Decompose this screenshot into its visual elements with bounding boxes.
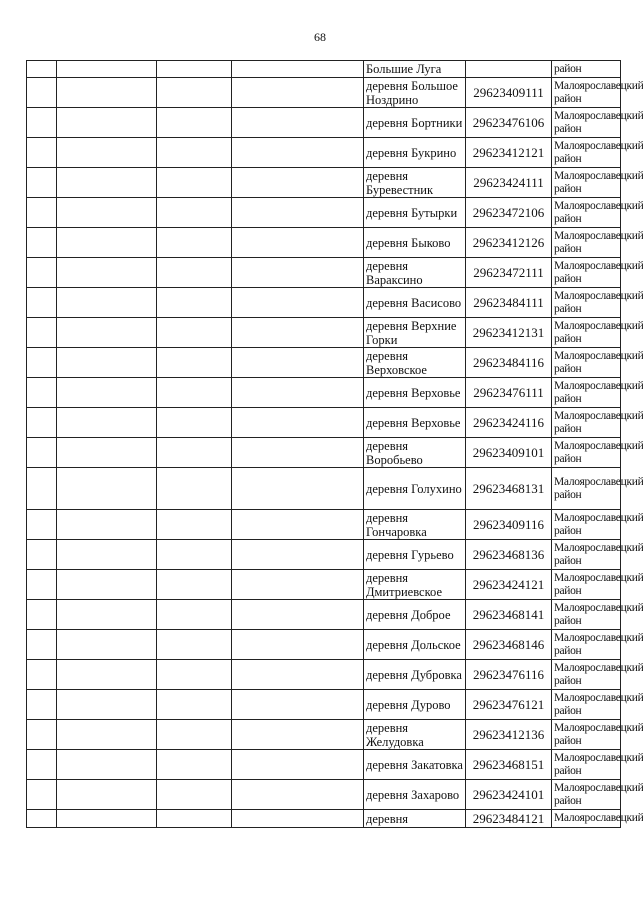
empty-cell	[57, 228, 157, 258]
oktmo-code-cell: 29623412126	[466, 228, 552, 258]
settlement-name-cell: деревня Вараксино	[364, 258, 466, 288]
district-cell: Малоярославецкий район	[552, 408, 621, 438]
table-row	[27, 630, 621, 660]
district-cell: Малоярославецкий район	[552, 660, 621, 690]
oktmo-code-cell: 29623412121	[466, 138, 552, 168]
settlement-name-cell: деревня Быково	[364, 228, 466, 258]
empty-cell	[232, 438, 364, 468]
empty-cell	[57, 570, 157, 600]
empty-cell	[27, 510, 57, 540]
district-cell: Малоярославецкий район	[552, 570, 621, 600]
oktmo-code-cell: 29623468146	[466, 630, 552, 660]
empty-cell	[27, 258, 57, 288]
district-cell: Малоярославецкий район	[552, 690, 621, 720]
empty-cell	[57, 468, 157, 510]
empty-cell	[27, 378, 57, 408]
district-cell: Малоярославецкий район	[552, 468, 621, 510]
empty-cell	[57, 540, 157, 570]
oktmo-code-cell: 29623409111	[466, 78, 552, 108]
settlement-name-cell: деревня Бортники	[364, 108, 466, 138]
district-cell: Малоярославецкий район	[552, 258, 621, 288]
settlement-name-cell: деревня Большое Ноздрино	[364, 78, 466, 108]
settlement-name-cell: Большие Луга	[364, 61, 466, 78]
settlement-name-cell: деревня Дубровка	[364, 660, 466, 690]
table-row	[27, 570, 621, 600]
empty-cell	[57, 408, 157, 438]
empty-cell	[232, 138, 364, 168]
settlement-name-cell: деревня Букрино	[364, 138, 466, 168]
empty-cell	[57, 690, 157, 720]
empty-cell	[157, 318, 232, 348]
oktmo-code-cell: 29623412131	[466, 318, 552, 348]
empty-cell	[27, 228, 57, 258]
empty-cell	[57, 78, 157, 108]
empty-cell	[157, 108, 232, 138]
district-cell: Малоярославецкий район	[552, 288, 621, 318]
district-cell: Малоярославецкий район	[552, 348, 621, 378]
settlement-name-cell: деревня Верховье	[364, 378, 466, 408]
district-cell: Малоярославецкий район	[552, 108, 621, 138]
empty-cell	[157, 228, 232, 258]
empty-cell	[57, 168, 157, 198]
empty-cell	[27, 540, 57, 570]
empty-cell	[27, 408, 57, 438]
empty-cell	[27, 780, 57, 810]
oktmo-code-cell: 29623484116	[466, 348, 552, 378]
empty-cell	[27, 348, 57, 378]
empty-cell	[27, 600, 57, 630]
district-cell: Малоярославецкий район	[552, 378, 621, 408]
district-cell: Малоярославецкий район	[552, 138, 621, 168]
empty-cell	[57, 510, 157, 540]
empty-cell	[57, 630, 157, 660]
oktmo-code-cell: 29623424116	[466, 408, 552, 438]
empty-cell	[157, 540, 232, 570]
empty-cell	[57, 600, 157, 630]
table-row	[27, 660, 621, 690]
table-row	[27, 468, 621, 510]
empty-cell	[157, 660, 232, 690]
empty-cell	[57, 750, 157, 780]
empty-cell	[27, 468, 57, 510]
empty-cell	[157, 600, 232, 630]
district-cell: Малоярославецкий район	[552, 720, 621, 750]
oktmo-code-cell: 29623476116	[466, 660, 552, 690]
empty-cell	[57, 780, 157, 810]
table-row	[27, 61, 621, 78]
district-cell: Малоярославецкий район	[552, 78, 621, 108]
district-cell: Малоярославецкий район	[552, 168, 621, 198]
table-row	[27, 108, 621, 138]
empty-cell	[232, 510, 364, 540]
empty-cell	[157, 348, 232, 378]
empty-cell	[57, 258, 157, 288]
empty-cell	[57, 438, 157, 468]
oktmo-code-cell: 29623412136	[466, 720, 552, 750]
settlement-name-cell: деревня Гончаровка	[364, 510, 466, 540]
empty-cell	[57, 378, 157, 408]
empty-cell	[27, 318, 57, 348]
empty-cell	[57, 61, 157, 78]
empty-cell	[57, 138, 157, 168]
oktmo-code-cell: 29623484111	[466, 288, 552, 318]
empty-cell	[157, 750, 232, 780]
oktmo-code-cell: 29623468141	[466, 600, 552, 630]
table-row	[27, 438, 621, 468]
table-body	[27, 61, 643, 828]
table-row	[27, 780, 621, 810]
empty-cell	[232, 600, 364, 630]
empty-cell	[27, 288, 57, 318]
empty-cell	[232, 61, 364, 78]
empty-cell	[27, 750, 57, 780]
oktmo-code-cell: 29623424101	[466, 780, 552, 810]
empty-cell	[232, 318, 364, 348]
empty-cell	[232, 660, 364, 690]
table-row	[27, 168, 621, 198]
settlement-name-cell: деревня Желудовка	[364, 720, 466, 750]
district-cell: Малоярославецкий район	[552, 510, 621, 540]
settlement-name-cell: деревня Бутырки	[364, 198, 466, 228]
table-row	[27, 78, 621, 108]
empty-cell	[27, 630, 57, 660]
empty-cell	[232, 408, 364, 438]
district-cell: Малоярославецкий район	[552, 438, 621, 468]
settlement-name-cell: деревня Закатовка	[364, 750, 466, 780]
empty-cell	[232, 630, 364, 660]
settlement-name-cell: деревня Верхние Горки	[364, 318, 466, 348]
empty-cell	[57, 108, 157, 138]
settlement-name-cell: деревня Воробьево	[364, 438, 466, 468]
empty-cell	[232, 348, 364, 378]
empty-cell	[157, 510, 232, 540]
district-cell: Малоярославецкий район	[552, 318, 621, 348]
empty-cell	[232, 780, 364, 810]
empty-cell	[27, 810, 57, 828]
empty-cell	[157, 198, 232, 228]
oktmo-code-cell: 29623409101	[466, 438, 552, 468]
empty-cell	[232, 108, 364, 138]
empty-cell	[157, 630, 232, 660]
settlement-name-cell: деревня Дмитриевское	[364, 570, 466, 600]
empty-cell	[157, 78, 232, 108]
table-row	[27, 600, 621, 630]
settlement-name-cell: деревня Дурово	[364, 690, 466, 720]
oktmo-code-cell: 29623484121	[466, 810, 552, 828]
table-row	[27, 810, 621, 828]
table-row	[27, 540, 621, 570]
empty-cell	[27, 690, 57, 720]
empty-cell	[27, 570, 57, 600]
oktmo-code-cell: 29623468136	[466, 540, 552, 570]
empty-cell	[27, 660, 57, 690]
empty-cell	[232, 468, 364, 510]
empty-cell	[157, 378, 232, 408]
settlement-name-cell: деревня Голухино	[364, 468, 466, 510]
district-cell: Малоярославецкий	[552, 810, 621, 828]
table-row	[27, 408, 621, 438]
empty-cell	[27, 108, 57, 138]
empty-cell	[232, 378, 364, 408]
empty-cell	[157, 61, 232, 78]
table-row	[27, 198, 621, 228]
empty-cell	[157, 720, 232, 750]
oktmo-code-cell: 29623476121	[466, 690, 552, 720]
empty-cell	[232, 198, 364, 228]
empty-cell	[27, 168, 57, 198]
oktmo-code-cell: 29623468151	[466, 750, 552, 780]
table-row	[27, 510, 621, 540]
empty-cell	[157, 690, 232, 720]
empty-cell	[232, 750, 364, 780]
empty-cell	[27, 138, 57, 168]
empty-cell	[27, 61, 57, 78]
table-row	[27, 690, 621, 720]
settlement-name-cell: деревня Васисово	[364, 288, 466, 318]
empty-cell	[232, 690, 364, 720]
district-cell: район	[552, 61, 621, 78]
oktmo-code-cell: 29623472106	[466, 198, 552, 228]
empty-cell	[232, 288, 364, 318]
oktmo-code-cell: 29623476106	[466, 108, 552, 138]
empty-cell	[57, 198, 157, 228]
empty-cell	[57, 288, 157, 318]
table-row	[27, 228, 621, 258]
district-cell: Малоярославецкий район	[552, 600, 621, 630]
district-cell: Малоярославецкий район	[552, 780, 621, 810]
empty-cell	[57, 348, 157, 378]
empty-cell	[232, 168, 364, 198]
empty-cell	[232, 570, 364, 600]
empty-cell	[157, 138, 232, 168]
table-row	[27, 378, 621, 408]
empty-cell	[232, 228, 364, 258]
table-row	[27, 318, 621, 348]
oktmo-code-cell: 29623468131	[466, 468, 552, 510]
settlement-name-cell: деревня Гурьево	[364, 540, 466, 570]
district-cell: Малоярославецкий район	[552, 750, 621, 780]
district-cell: Малоярославецкий район	[552, 198, 621, 228]
settlement-name-cell: деревня Верховье	[364, 408, 466, 438]
settlement-name-cell: деревня Верховское	[364, 348, 466, 378]
empty-cell	[157, 438, 232, 468]
settlement-name-cell: деревня Дольское	[364, 630, 466, 660]
district-cell: Малоярославецкий район	[552, 228, 621, 258]
district-cell: Малоярославецкий район	[552, 540, 621, 570]
settlements-table	[26, 60, 643, 828]
empty-cell	[27, 78, 57, 108]
table-row	[27, 258, 621, 288]
empty-cell	[57, 810, 157, 828]
empty-cell	[27, 438, 57, 468]
empty-cell	[27, 720, 57, 750]
settlement-name-cell: деревня Буревестник	[364, 168, 466, 198]
empty-cell	[157, 168, 232, 198]
oktmo-code-cell: 29623424111	[466, 168, 552, 198]
settlement-name-cell: деревня Доброе	[364, 600, 466, 630]
empty-cell	[232, 720, 364, 750]
empty-cell	[157, 408, 232, 438]
empty-cell	[57, 660, 157, 690]
settlement-name-cell: деревня	[364, 810, 466, 828]
empty-cell	[157, 288, 232, 318]
table-row	[27, 720, 621, 750]
settlement-name-cell: деревня Захарово	[364, 780, 466, 810]
empty-cell	[157, 468, 232, 510]
empty-cell	[232, 258, 364, 288]
table-row	[27, 750, 621, 780]
oktmo-code-cell: 29623472111	[466, 258, 552, 288]
table-row	[27, 138, 621, 168]
oktmo-code-cell: 29623424121	[466, 570, 552, 600]
table-row	[27, 348, 621, 378]
page-number: 68	[314, 30, 326, 44]
oktmo-code-cell: 29623409116	[466, 510, 552, 540]
table-row	[27, 288, 621, 318]
empty-cell	[27, 198, 57, 228]
empty-cell	[232, 810, 364, 828]
oktmo-code-cell	[466, 61, 552, 78]
empty-cell	[157, 258, 232, 288]
oktmo-code-cell: 29623476111	[466, 378, 552, 408]
empty-cell	[232, 540, 364, 570]
empty-cell	[157, 570, 232, 600]
empty-cell	[232, 78, 364, 108]
empty-cell	[157, 810, 232, 828]
empty-cell	[57, 720, 157, 750]
empty-cell	[157, 780, 232, 810]
empty-cell	[57, 318, 157, 348]
district-cell: Малоярославецкий район	[552, 630, 621, 660]
